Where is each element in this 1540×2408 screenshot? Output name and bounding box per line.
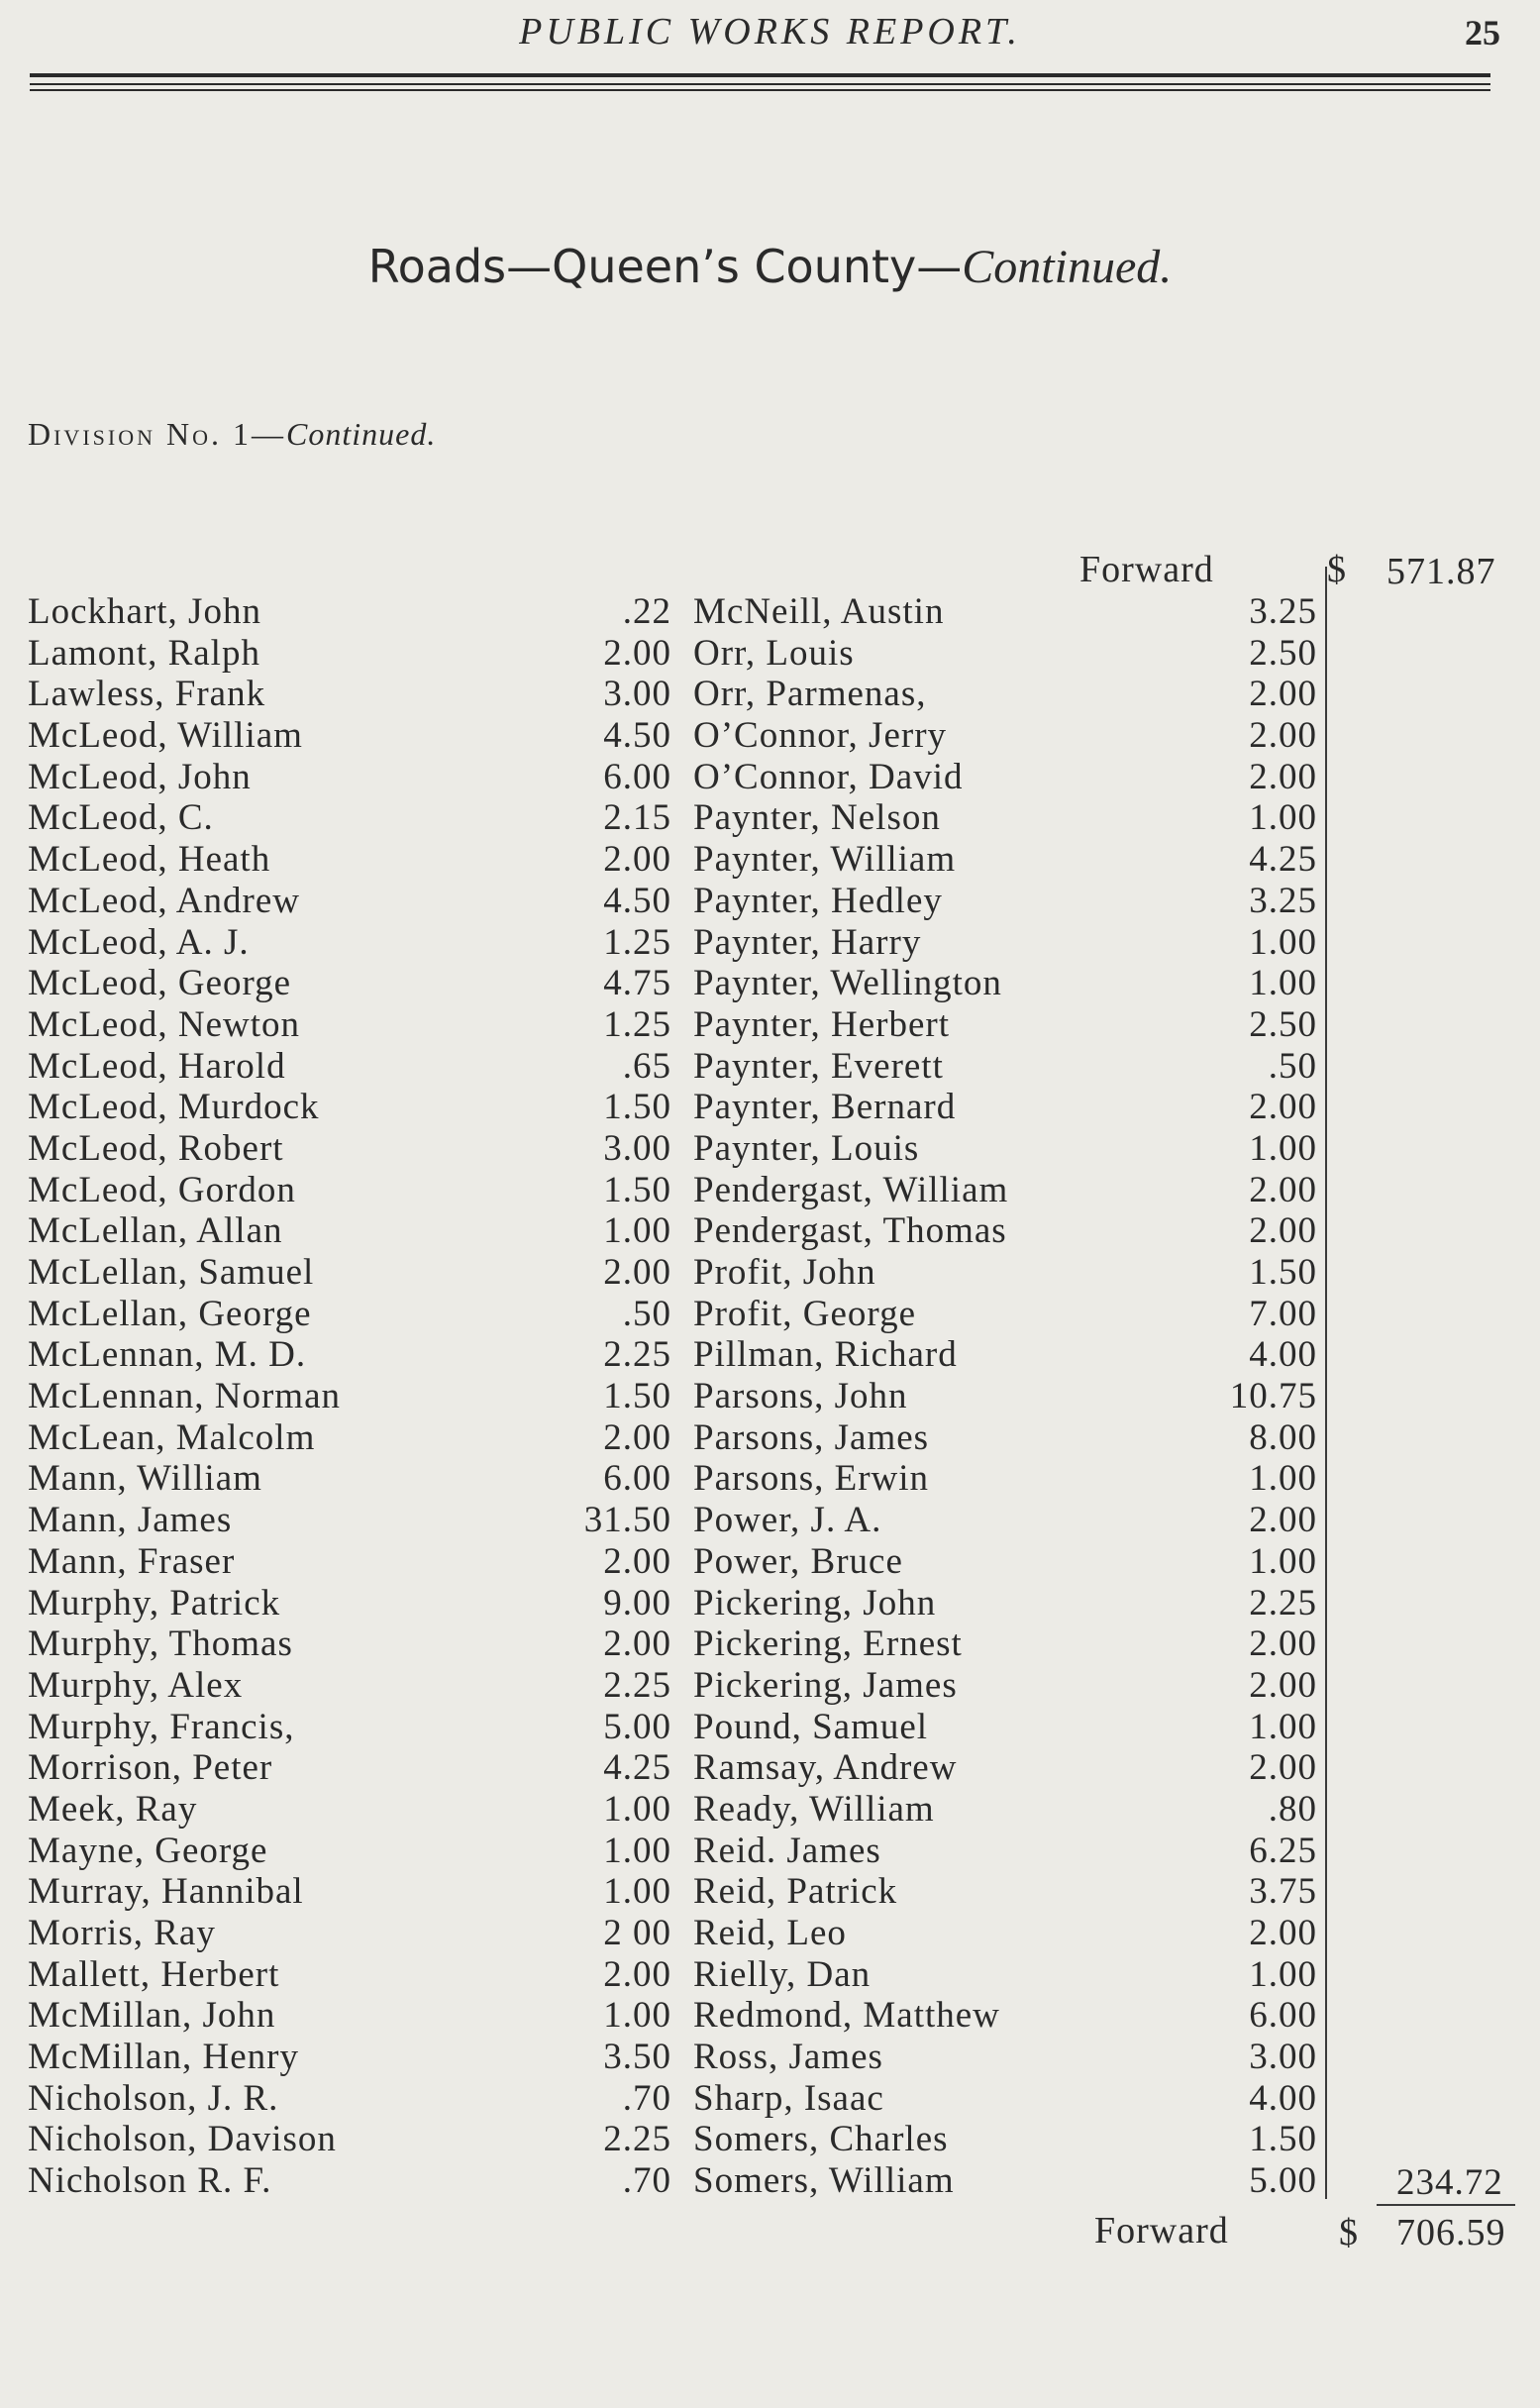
ledger-row xyxy=(28,1870,671,1913)
payment-amount: 2.00 xyxy=(1249,715,1317,757)
payee-name: Lawless, Frank xyxy=(28,674,266,715)
payee-name: Morrison, Peter xyxy=(28,1747,273,1789)
payment-amount: 1.50 xyxy=(603,1376,671,1417)
running-head xyxy=(0,6,1540,65)
ledger-row xyxy=(693,1830,1327,1871)
payee-name: Reid, Leo xyxy=(693,1913,847,1953)
payee-name: McLeod, George xyxy=(28,963,292,1004)
payee-name: McMillan, Henry xyxy=(28,2037,299,2078)
section-title-italic: Continued. xyxy=(962,241,1173,293)
payee-name: Paynter, Hedley xyxy=(693,880,943,921)
payee-name: Sharp, Isaac xyxy=(693,2077,884,2119)
ledger-row xyxy=(693,1582,1327,1623)
payment-amount: 2.00 xyxy=(603,1252,671,1293)
payee-name: McLeod, Newton xyxy=(28,1003,300,1045)
ledger-row xyxy=(693,1375,1327,1416)
header-rule xyxy=(30,83,1490,85)
ledger-row xyxy=(28,796,671,839)
payment-amount: 1.00 xyxy=(603,1830,671,1871)
ledger-row xyxy=(28,2159,671,2202)
forward-bottom-dollar: $ xyxy=(1339,2212,1359,2253)
payee-name: Murphy, Francis, xyxy=(28,1706,295,1747)
payee-name: Paynter, Nelson xyxy=(693,797,941,839)
payment-amount: 3.75 xyxy=(1249,1871,1317,1913)
ledger-row xyxy=(693,880,1327,921)
ledger-row xyxy=(28,673,671,715)
ledger-row xyxy=(693,1169,1327,1210)
payee-name: McMillan, John xyxy=(28,1995,276,2037)
payee-name: Pickering, John xyxy=(693,1582,937,1623)
payee-name: McNeill, Austin xyxy=(693,591,945,632)
payment-amount: 1.00 xyxy=(1249,1458,1317,1500)
left-column xyxy=(28,590,671,2202)
ledger-row xyxy=(28,2036,671,2078)
payee-name: Murphy, Patrick xyxy=(28,1582,281,1623)
ledger-row xyxy=(28,1375,671,1417)
payee-name: Paynter, Harry xyxy=(693,921,922,963)
payment-amount: 2 00 xyxy=(603,1913,671,1953)
payee-name: Paynter, Louis xyxy=(693,1127,920,1169)
ledger-row xyxy=(693,1209,1327,1251)
payee-name: Pendergast, William xyxy=(693,1169,1009,1210)
payment-amount: .70 xyxy=(622,2160,671,2202)
payment-amount: 2.00 xyxy=(603,1953,671,1995)
payee-name: Morris, Ray xyxy=(28,1913,216,1953)
ledger-row xyxy=(693,1540,1327,1582)
payment-amount: 1.00 xyxy=(1249,921,1317,963)
ledger-row xyxy=(693,1664,1327,1706)
payment-amount: 1.50 xyxy=(1249,2119,1317,2160)
payee-name: McLeod, John xyxy=(28,756,252,797)
ledger-row xyxy=(693,1127,1327,1169)
payment-amount: 2.00 xyxy=(1249,1747,1317,1789)
payee-name: O’Connor, Jerry xyxy=(693,715,948,757)
ledger-row xyxy=(693,1788,1327,1830)
ledger-row xyxy=(693,1003,1327,1045)
payment-amount: 6.00 xyxy=(1249,1995,1317,2037)
payment-amount: 1.00 xyxy=(1249,797,1317,839)
ledger-row xyxy=(693,1333,1327,1375)
payment-amount: 10.75 xyxy=(1229,1376,1317,1417)
payee-name: McLellan, Samuel xyxy=(28,1252,315,1293)
payment-amount: .65 xyxy=(622,1045,671,1087)
payment-amount: 1.00 xyxy=(603,1210,671,1252)
payee-name: McLeod, Robert xyxy=(28,1127,284,1169)
payment-amount: 2.00 xyxy=(1249,1087,1317,1128)
payee-name: McLeod, Andrew xyxy=(28,880,300,921)
payee-name: Ross, James xyxy=(693,2037,883,2078)
payment-amount: 2.00 xyxy=(1249,1623,1317,1665)
ledger-row xyxy=(693,1870,1327,1912)
ledger-row xyxy=(28,838,671,881)
ledger-row xyxy=(28,1251,671,1293)
ledger-row xyxy=(693,1086,1327,1127)
ledger-row xyxy=(28,880,671,921)
ledger-row xyxy=(28,921,671,963)
ledger-row xyxy=(28,1994,671,2037)
ledger-row xyxy=(28,1664,671,1706)
payee-name: Somers, William xyxy=(693,2160,955,2202)
ledger-row xyxy=(28,1830,671,1871)
payment-amount: 2.50 xyxy=(1249,632,1317,674)
payment-amount: 2.25 xyxy=(1249,1582,1317,1623)
forward-top-label: Forward xyxy=(1079,549,1214,590)
ledger-row xyxy=(28,1457,671,1500)
ledger-row xyxy=(28,1209,671,1252)
payment-amount: 1.50 xyxy=(1249,1252,1317,1293)
payment-amount: 1.25 xyxy=(603,1003,671,1045)
payee-name: Mann, Fraser xyxy=(28,1540,236,1582)
payee-name: O’Connor, David xyxy=(693,756,964,797)
payee-name: Paynter, William xyxy=(693,839,957,881)
ledger-row xyxy=(693,632,1327,674)
payment-amount: 2.00 xyxy=(1249,1210,1317,1252)
forward-top-dollar: $ xyxy=(1327,549,1347,590)
ledger-row xyxy=(693,1457,1327,1499)
payee-name: Nicholson, Davison xyxy=(28,2119,337,2160)
payment-amount: 2.50 xyxy=(1249,1003,1317,1045)
payee-name: McLeod, Gordon xyxy=(28,1169,296,1210)
ledger-row xyxy=(28,1045,671,1087)
payee-name: McLeod, Harold xyxy=(28,1045,286,1087)
ledger-row xyxy=(693,673,1327,714)
ledger-row xyxy=(693,756,1327,797)
payment-amount: 6.25 xyxy=(1249,1830,1317,1871)
payment-amount: 5.00 xyxy=(1249,2160,1317,2202)
payee-name: Profit, John xyxy=(693,1252,876,1293)
payment-amount: 2.00 xyxy=(1249,1169,1317,1210)
payee-name: Murphy, Thomas xyxy=(28,1623,293,1665)
payment-amount: 2.00 xyxy=(603,632,671,674)
payment-amount: 1.00 xyxy=(1249,1540,1317,1582)
ledger-row xyxy=(28,1333,671,1376)
payment-amount: 2.15 xyxy=(603,797,671,839)
payment-amount: .50 xyxy=(622,1293,671,1334)
ledger-row xyxy=(28,1499,671,1541)
payment-amount: .70 xyxy=(622,2077,671,2119)
ledger-row xyxy=(693,1416,1327,1458)
payment-amount: 1.00 xyxy=(1249,1706,1317,1747)
ledger-row xyxy=(693,1706,1327,1747)
division-italic: Continued. xyxy=(285,416,437,452)
payment-amount: 2.00 xyxy=(603,1416,671,1458)
payee-name: Profit, George xyxy=(693,1293,916,1334)
payment-amount: 2.00 xyxy=(603,839,671,881)
payee-name: McLeod, C. xyxy=(28,797,214,839)
payment-amount: 6.00 xyxy=(603,1458,671,1500)
ledger-row xyxy=(28,1169,671,1210)
payment-amount: 4.25 xyxy=(603,1747,671,1789)
subtotal-amount: 234.72 xyxy=(1396,2162,1503,2203)
ledger-row xyxy=(28,632,671,674)
payee-name: Mayne, George xyxy=(28,1830,268,1871)
ledger-row xyxy=(693,2036,1327,2077)
payee-name: Paynter, Wellington xyxy=(693,963,1002,1004)
subtotal-rule xyxy=(1377,2204,1515,2206)
payee-name: McLean, Malcolm xyxy=(28,1416,316,1458)
payment-amount: .50 xyxy=(1268,1045,1317,1087)
section-title-plain: Roads—Queen’s County— xyxy=(367,240,963,293)
forward-bottom-amount: 706.59 xyxy=(1396,2212,1506,2253)
payee-name: Somers, Charles xyxy=(693,2119,949,2160)
payee-name: Orr, Louis xyxy=(693,632,855,674)
payment-amount: 1.00 xyxy=(603,1788,671,1830)
payee-name: Parsons, Erwin xyxy=(693,1458,930,1500)
payment-amount: 4.25 xyxy=(1249,839,1317,881)
division-label: Division No. 1— xyxy=(28,416,286,452)
ledger-row xyxy=(28,1540,671,1582)
payee-name: Nicholson, J. R. xyxy=(28,2077,279,2119)
payee-name: McLeod, William xyxy=(28,715,303,757)
payee-name: Nicholson R. F. xyxy=(28,2160,272,2202)
payment-amount: .80 xyxy=(1268,1788,1317,1830)
payment-amount: 4.75 xyxy=(603,963,671,1004)
payee-name: Rielly, Dan xyxy=(693,1953,872,1995)
header-rule xyxy=(30,73,1490,77)
payment-amount: 1.00 xyxy=(1249,1127,1317,1169)
ledger-row xyxy=(693,962,1327,1003)
ledger-row xyxy=(28,1706,671,1747)
forward-top-amount: 571.87 xyxy=(1386,551,1496,592)
ledger-row xyxy=(693,1045,1327,1087)
payee-name: Pillman, Richard xyxy=(693,1334,958,1376)
payee-name: Paynter, Everett xyxy=(693,1045,944,1087)
payee-name: Ramsay, Andrew xyxy=(693,1747,958,1789)
forward-bottom-label: Forward xyxy=(1094,2210,1229,2251)
ledger-row xyxy=(693,1746,1327,1788)
payee-name: Pendergast, Thomas xyxy=(693,1210,1007,1252)
payment-amount: 9.00 xyxy=(603,1582,671,1623)
payee-name: McLennan, M. D. xyxy=(28,1334,307,1376)
payee-name: Pickering, Ernest xyxy=(693,1623,963,1665)
payment-amount: 2.25 xyxy=(603,2119,671,2160)
ledger-row xyxy=(28,1086,671,1128)
ledger-row xyxy=(693,1912,1327,1953)
ledger-row xyxy=(28,714,671,757)
payment-amount: 1.00 xyxy=(1249,1953,1317,1995)
payment-amount: 2.00 xyxy=(1249,1664,1317,1706)
ledger-row xyxy=(693,1499,1327,1540)
payment-amount: 3.00 xyxy=(603,1127,671,1169)
ledger-row xyxy=(693,838,1327,880)
payment-amount: 3.00 xyxy=(1249,2037,1317,2078)
payment-amount: 1.25 xyxy=(603,921,671,963)
payment-amount: 1.50 xyxy=(603,1087,671,1128)
payment-amount: 6.00 xyxy=(603,756,671,797)
payment-amount: 1.50 xyxy=(603,1169,671,1210)
payee-name: Paynter, Herbert xyxy=(693,1003,951,1045)
payment-amount: 2.00 xyxy=(1249,1913,1317,1953)
payee-name: Ready, William xyxy=(693,1788,935,1830)
payee-name: Power, Bruce xyxy=(693,1540,903,1582)
ledger-row xyxy=(693,1251,1327,1293)
payment-amount: 5.00 xyxy=(603,1706,671,1747)
ledger-row xyxy=(28,1953,671,1995)
payee-name: Mann, James xyxy=(28,1500,233,1541)
ledger-row xyxy=(28,590,671,632)
payee-name: McLennan, Norman xyxy=(28,1376,342,1417)
page-number: 25 xyxy=(1465,13,1500,52)
ledger-row xyxy=(28,1003,671,1045)
ledger-row xyxy=(693,590,1327,632)
ledger-row xyxy=(28,2077,671,2119)
payment-amount: 7.00 xyxy=(1249,1293,1317,1334)
ledger-row xyxy=(693,1953,1327,1995)
ledger-row xyxy=(693,2118,1327,2159)
payee-name: McLellan, Allan xyxy=(28,1210,283,1252)
payment-amount: 1.00 xyxy=(603,1995,671,2037)
payment-amount: 2.00 xyxy=(603,1540,671,1582)
payment-amount: 3.25 xyxy=(1249,591,1317,632)
ledger-row xyxy=(28,756,671,797)
payee-name: Mallett, Herbert xyxy=(28,1953,280,1995)
payment-amount: 3.25 xyxy=(1249,880,1317,921)
ledger-row xyxy=(28,1788,671,1830)
ledger-row xyxy=(693,1623,1327,1664)
ledger-row xyxy=(693,921,1327,963)
payment-amount: 4.00 xyxy=(1249,1334,1317,1376)
payee-name: Orr, Parmenas, xyxy=(693,674,927,715)
ledger-row xyxy=(28,1416,671,1458)
payee-name: Murphy, Alex xyxy=(28,1664,244,1706)
payment-amount: 2.25 xyxy=(603,1334,671,1376)
header-rule xyxy=(30,89,1490,91)
ledger-row xyxy=(693,2077,1327,2119)
ledger-row xyxy=(693,1293,1327,1334)
payment-amount: 2.00 xyxy=(1249,1500,1317,1541)
payee-name: Redmond, Matthew xyxy=(693,1995,1000,2037)
payee-name: Parsons, James xyxy=(693,1416,930,1458)
payee-name: Lamont, Ralph xyxy=(28,632,260,674)
payment-amount: 3.50 xyxy=(603,2037,671,2078)
payment-amount: .22 xyxy=(622,591,671,632)
payee-name: Pound, Samuel xyxy=(693,1706,929,1747)
payee-name: Paynter, Bernard xyxy=(693,1087,957,1128)
ledger-row xyxy=(28,1582,671,1623)
payee-name: Murray, Hannibal xyxy=(28,1871,304,1913)
payment-amount: 2.00 xyxy=(1249,674,1317,715)
payee-name: Mann, William xyxy=(28,1458,262,1500)
payee-name: Lockhart, John xyxy=(28,591,261,632)
payment-amount: 1.00 xyxy=(603,1871,671,1913)
section-title xyxy=(0,240,1540,294)
division-heading xyxy=(28,416,436,453)
ledger-row xyxy=(28,1746,671,1789)
ledger-row xyxy=(28,962,671,1004)
payment-amount: 31.50 xyxy=(583,1500,671,1541)
payment-amount: 8.00 xyxy=(1249,1416,1317,1458)
ledger-row xyxy=(28,2118,671,2160)
payee-name: Meek, Ray xyxy=(28,1788,198,1830)
running-title: PUBLIC WORKS REPORT. xyxy=(519,11,1021,52)
payee-name: McLeod, Heath xyxy=(28,839,271,881)
ledger-row xyxy=(693,796,1327,838)
payee-name: McLeod, A. J. xyxy=(28,921,250,963)
payment-amount: 1.00 xyxy=(1249,963,1317,1004)
payment-amount: 2.00 xyxy=(1249,756,1317,797)
payment-amount: 4.00 xyxy=(1249,2077,1317,2119)
payee-name: Pickering, James xyxy=(693,1664,958,1706)
right-column xyxy=(693,590,1327,2201)
payee-name: Reid. James xyxy=(693,1830,881,1871)
ledger-row xyxy=(693,714,1327,756)
payee-name: Reid, Patrick xyxy=(693,1871,898,1913)
payee-name: McLellan, George xyxy=(28,1293,312,1334)
payee-name: Power, J. A. xyxy=(693,1500,882,1541)
payment-amount: 2.25 xyxy=(603,1664,671,1706)
payee-name: Parsons, John xyxy=(693,1376,908,1417)
payment-amount: 4.50 xyxy=(603,715,671,757)
ledger-row xyxy=(28,1623,671,1665)
ledger-row xyxy=(28,1127,671,1169)
ledger-row xyxy=(28,1293,671,1334)
payee-name: McLeod, Murdock xyxy=(28,1087,320,1128)
payment-amount: 3.00 xyxy=(603,674,671,715)
payment-amount: 2.00 xyxy=(603,1623,671,1665)
payment-amount: 4.50 xyxy=(603,880,671,921)
ledger-row xyxy=(693,2159,1327,2201)
ledger-row xyxy=(28,1912,671,1953)
ledger-row xyxy=(693,1994,1327,2036)
